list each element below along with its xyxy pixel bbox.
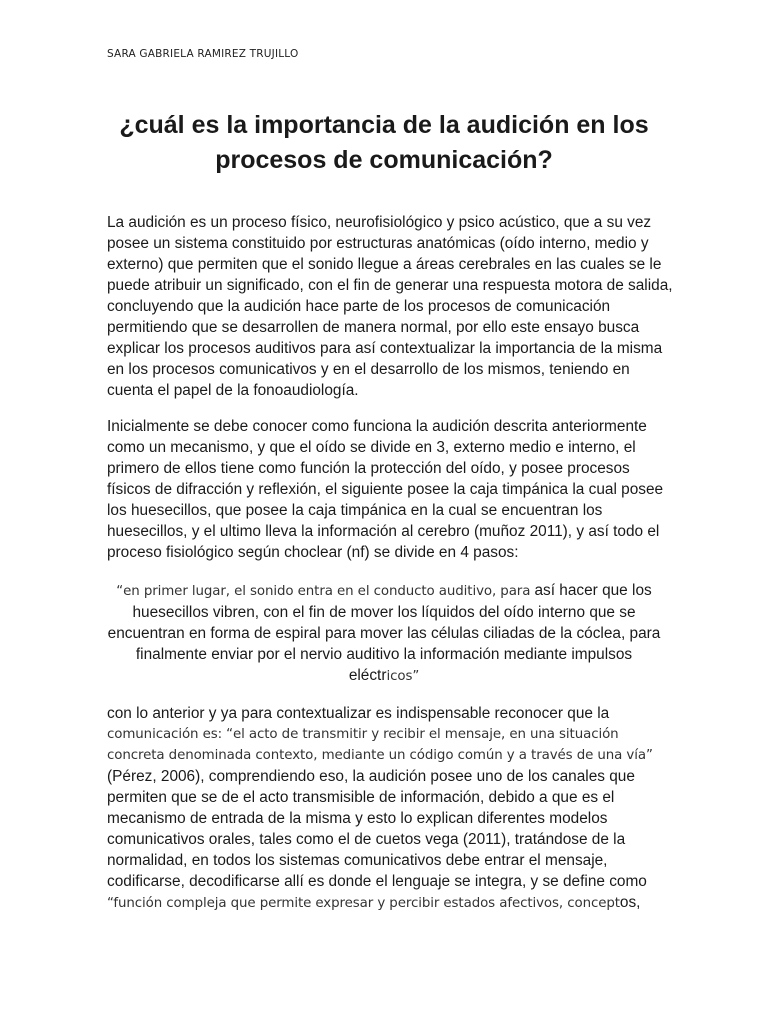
text-line: explicar los procesos auditivos para así contextualizar la importancia de la misma <box>107 340 663 357</box>
text-line: mecanismo de entrada de la misma y esto lo explican diferentes modelos <box>107 810 608 827</box>
quote-fragment: eléctr <box>348 667 387 684</box>
text-line: posee un sistema constituido por estructuras anatómicas (oído interno, medio y <box>107 235 649 252</box>
text-line: normalidad, en todos los sistemas comunicativos debe entrar el mensaje, <box>107 852 608 869</box>
text-line: Inicialmente se debe conocer como funciona la audición descrita anteriormente <box>107 418 647 435</box>
text-line: comunicación es: “el acto de transmitir y recibir el mensaje, en una situación <box>107 727 619 742</box>
title-line: ¿cuál es la importancia de la audición en los <box>119 111 649 139</box>
quote-fragment: “en primer lugar, el sonido entra en el conducto auditivo, para <box>116 584 535 599</box>
quote-line <box>100 665 668 687</box>
author-name: SARA GABRIELA RAMIREZ TRUJILLO <box>107 48 299 60</box>
text-line: permiten que se de el acto transmisible de información, debido a que es el <box>107 789 615 806</box>
quote-line <box>100 580 668 602</box>
text-line: concreta denominada contexto, mediante un código común y a través de una vía” <box>107 748 653 763</box>
quote-fragment: icos” <box>386 669 420 684</box>
text-line: primero de ellos tiene como función la protección del oído, y posee procesos <box>107 460 630 477</box>
text-line: (Pérez, 2006), comprendiendo eso, la audición posee uno de los canales que <box>107 768 635 785</box>
text-line: codificarse, decodificarse allí es donde el lenguaje se integra, y se define como <box>107 873 647 890</box>
text-line: los huesecillos, que posee la caja timpánica en la cual se encuentran los <box>107 502 603 519</box>
text-line: con lo anterior y ya para contextualizar es indispensable reconocer que la <box>107 705 610 722</box>
paragraph-mechanism <box>107 416 667 563</box>
quote-line: encuentran en forma de espiral para mover las células ciliadas de la cóclea, para <box>107 625 661 642</box>
essay-title <box>100 108 668 178</box>
text-line <box>107 892 667 914</box>
quote-line: finalmente enviar por el nervio auditivo la información mediante impulsos <box>135 646 633 663</box>
text-fragment: “función compleja que permite expresar y percibir estados afectivos, concept <box>107 896 620 911</box>
paragraph-intro <box>107 212 673 401</box>
text-line: cuenta el papel de la fonoaudiología. <box>107 382 359 399</box>
text-line: comunicativos orales, tales como el de cuetos vega (2011), tratándose de la <box>107 831 626 848</box>
text-line: externo) que permiten que el sonido llegue a áreas cerebrales en las cuales se le <box>107 256 662 273</box>
text-line: como un mecanismo, y que el oído se divide en 3, externo medio e interno, el <box>107 439 636 456</box>
text-line: permitiendo que se desarrollen de manera normal, por ello este ensayo busca <box>107 319 640 336</box>
paragraph-communication <box>107 703 667 914</box>
quote-line: huesecillos vibren, con el fin de mover los líquidos del oído interno que se <box>132 604 636 621</box>
text-line: concluyendo que la audición hace parte de los procesos de comunicación <box>107 298 611 315</box>
text-line: huesecillos, y el ultimo lleva la información al cerebro (muñoz 2011), y así todo el <box>107 523 660 540</box>
text-line: físicos de difracción y reflexión, el siguiente posee la caja timpánica la cual posee <box>107 481 664 498</box>
block-quote <box>100 580 668 687</box>
text-line: La audición es un proceso físico, neurofisiológico y psico acústico, que a su vez <box>107 214 652 231</box>
text-line: proceso fisiológico según choclear (nf) se divide en 4 pasos: <box>107 544 519 561</box>
text-fragment: os, <box>619 894 641 911</box>
title-line: procesos de comunicación? <box>215 146 553 174</box>
text-line: en los procesos comunicativos y en el desarrollo de los mismos, teniendo en <box>107 361 630 378</box>
quote-fragment: así hacer que los <box>534 582 652 599</box>
text-line: puede atribuir un significado, con el fin de generar una respuesta motora de salida, <box>107 277 673 294</box>
